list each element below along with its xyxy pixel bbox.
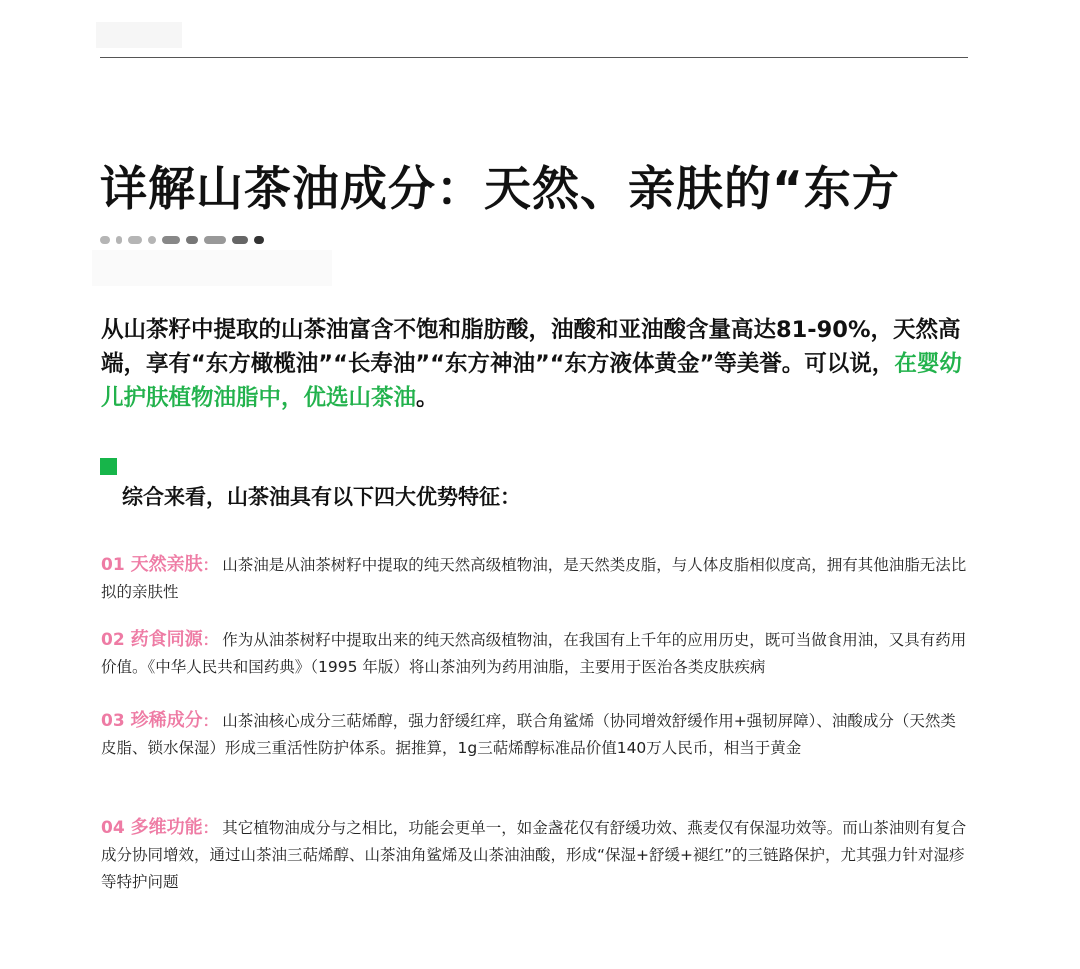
- feature-number: 04: [101, 818, 125, 838]
- feature-title: 珍稀成分: [130, 710, 203, 731]
- section-marker-icon: [100, 458, 117, 475]
- feature-item: 04 多维功能： 其它植物油成分与之相比，功能会更单一，如金盏花仅有舒缓功效、燕麦仅有保湿功效等。而山茶油则有复合成分协同增效，通过山茶油三萜烯醇、山茶油角鲨烯及山茶油油酸，形成“保湿+舒缓+褪红”的三链路保护，尤其强力针对湿疹等特护问题: [101, 817, 967, 891]
- feature-text: 山茶油是从油茶树籽中提取的纯天然高级植物油，是天然类皮脂，与人体皮脂相似度高，拥有其他油脂无法比拟的亲肤性: [101, 556, 967, 601]
- feature-number: 03: [101, 711, 125, 731]
- intro-highlight: 在婴幼儿护肤植物油脂中，优选山茶油: [101, 351, 962, 411]
- faint-area: [92, 250, 332, 286]
- intro-text: 从山茶籽中提取的山茶油富含不饱和脂肪酸，油酸和亚油酸含量高达81-90%，天然高端，享有“东方橄榄油”“长寿油”“东方神油”“东方液体黄金”等美誉。可以说，: [101, 317, 961, 377]
- feature-item: 01 天然亲肤： 山茶油是从油茶树籽中提取的纯天然高级植物油，是天然类皮脂，与人体皮脂相似度高，拥有其他油脂无法比拟的亲肤性: [101, 554, 967, 601]
- intro-paragraph: [101, 313, 981, 415]
- feature-number: 02: [101, 630, 125, 650]
- feature-title: 药食同源: [130, 629, 203, 650]
- feature-item: 03 珍稀成分： 山茶油核心成分三萜烯醇，强力舒缓红痒，联合角鲨烯（协同增效舒缓作用+强韧屏障）、油酸成分（天然类皮脂、锁水保湿）形成三重活性防护体系。据推算，1g三萜烯醇标准品价值140万人民币，相当于黄金: [101, 710, 956, 757]
- faint-logo-area: [96, 22, 182, 48]
- intro-end: 。: [416, 385, 439, 411]
- summary-heading: 综合来看，山茶油具有以下四大优势特征：: [122, 485, 521, 509]
- page-title: 详解山茶油成分：天然、亲肤的“东方: [100, 162, 900, 217]
- top-divider: [100, 57, 968, 58]
- feature-title: 天然亲肤: [130, 554, 203, 575]
- feature-text: 作为从油茶树籽中提取出来的纯天然高级植物油，在我国有上千年的应用历史，既可当做食用油，又具有药用价值。《中华人民共和国药典》（1995 年版）将山茶油列为药用油脂，主要用于医治各类皮肤疾病: [101, 631, 967, 676]
- feature-number: 01: [101, 555, 125, 575]
- blurred-subtitle: [100, 228, 430, 252]
- feature-title: 多维功能: [130, 817, 203, 838]
- feature-item: 02 药食同源： 作为从油茶树籽中提取出来的纯天然高级植物油，在我国有上千年的应用历史，既可当做食用油，又具有药用价值。《中华人民共和国药典》（1995 年版）将山茶油列为药用油脂，主要用于医治各类皮肤疾病: [101, 629, 967, 676]
- feature-text: 其它植物油成分与之相比，功能会更单一，如金盏花仅有舒缓功效、燕麦仅有保湿功效等。而山茶油则有复合成分协同增效，通过山茶油三萜烯醇、山茶油角鲨烯及山茶油油酸，形成“保湿+舒缓+褪红”的三链路保护，尤其强力针对湿疹等特护问题: [101, 819, 967, 891]
- feature-text: 山茶油核心成分三萜烯醇，强力舒缓红痒，联合角鲨烯（协同增效舒缓作用+强韧屏障）、油酸成分（天然类皮脂、锁水保湿）形成三重活性防护体系。据推算，1g三萜烯醇标准品价值140万人民币，相当于黄金: [101, 712, 956, 757]
